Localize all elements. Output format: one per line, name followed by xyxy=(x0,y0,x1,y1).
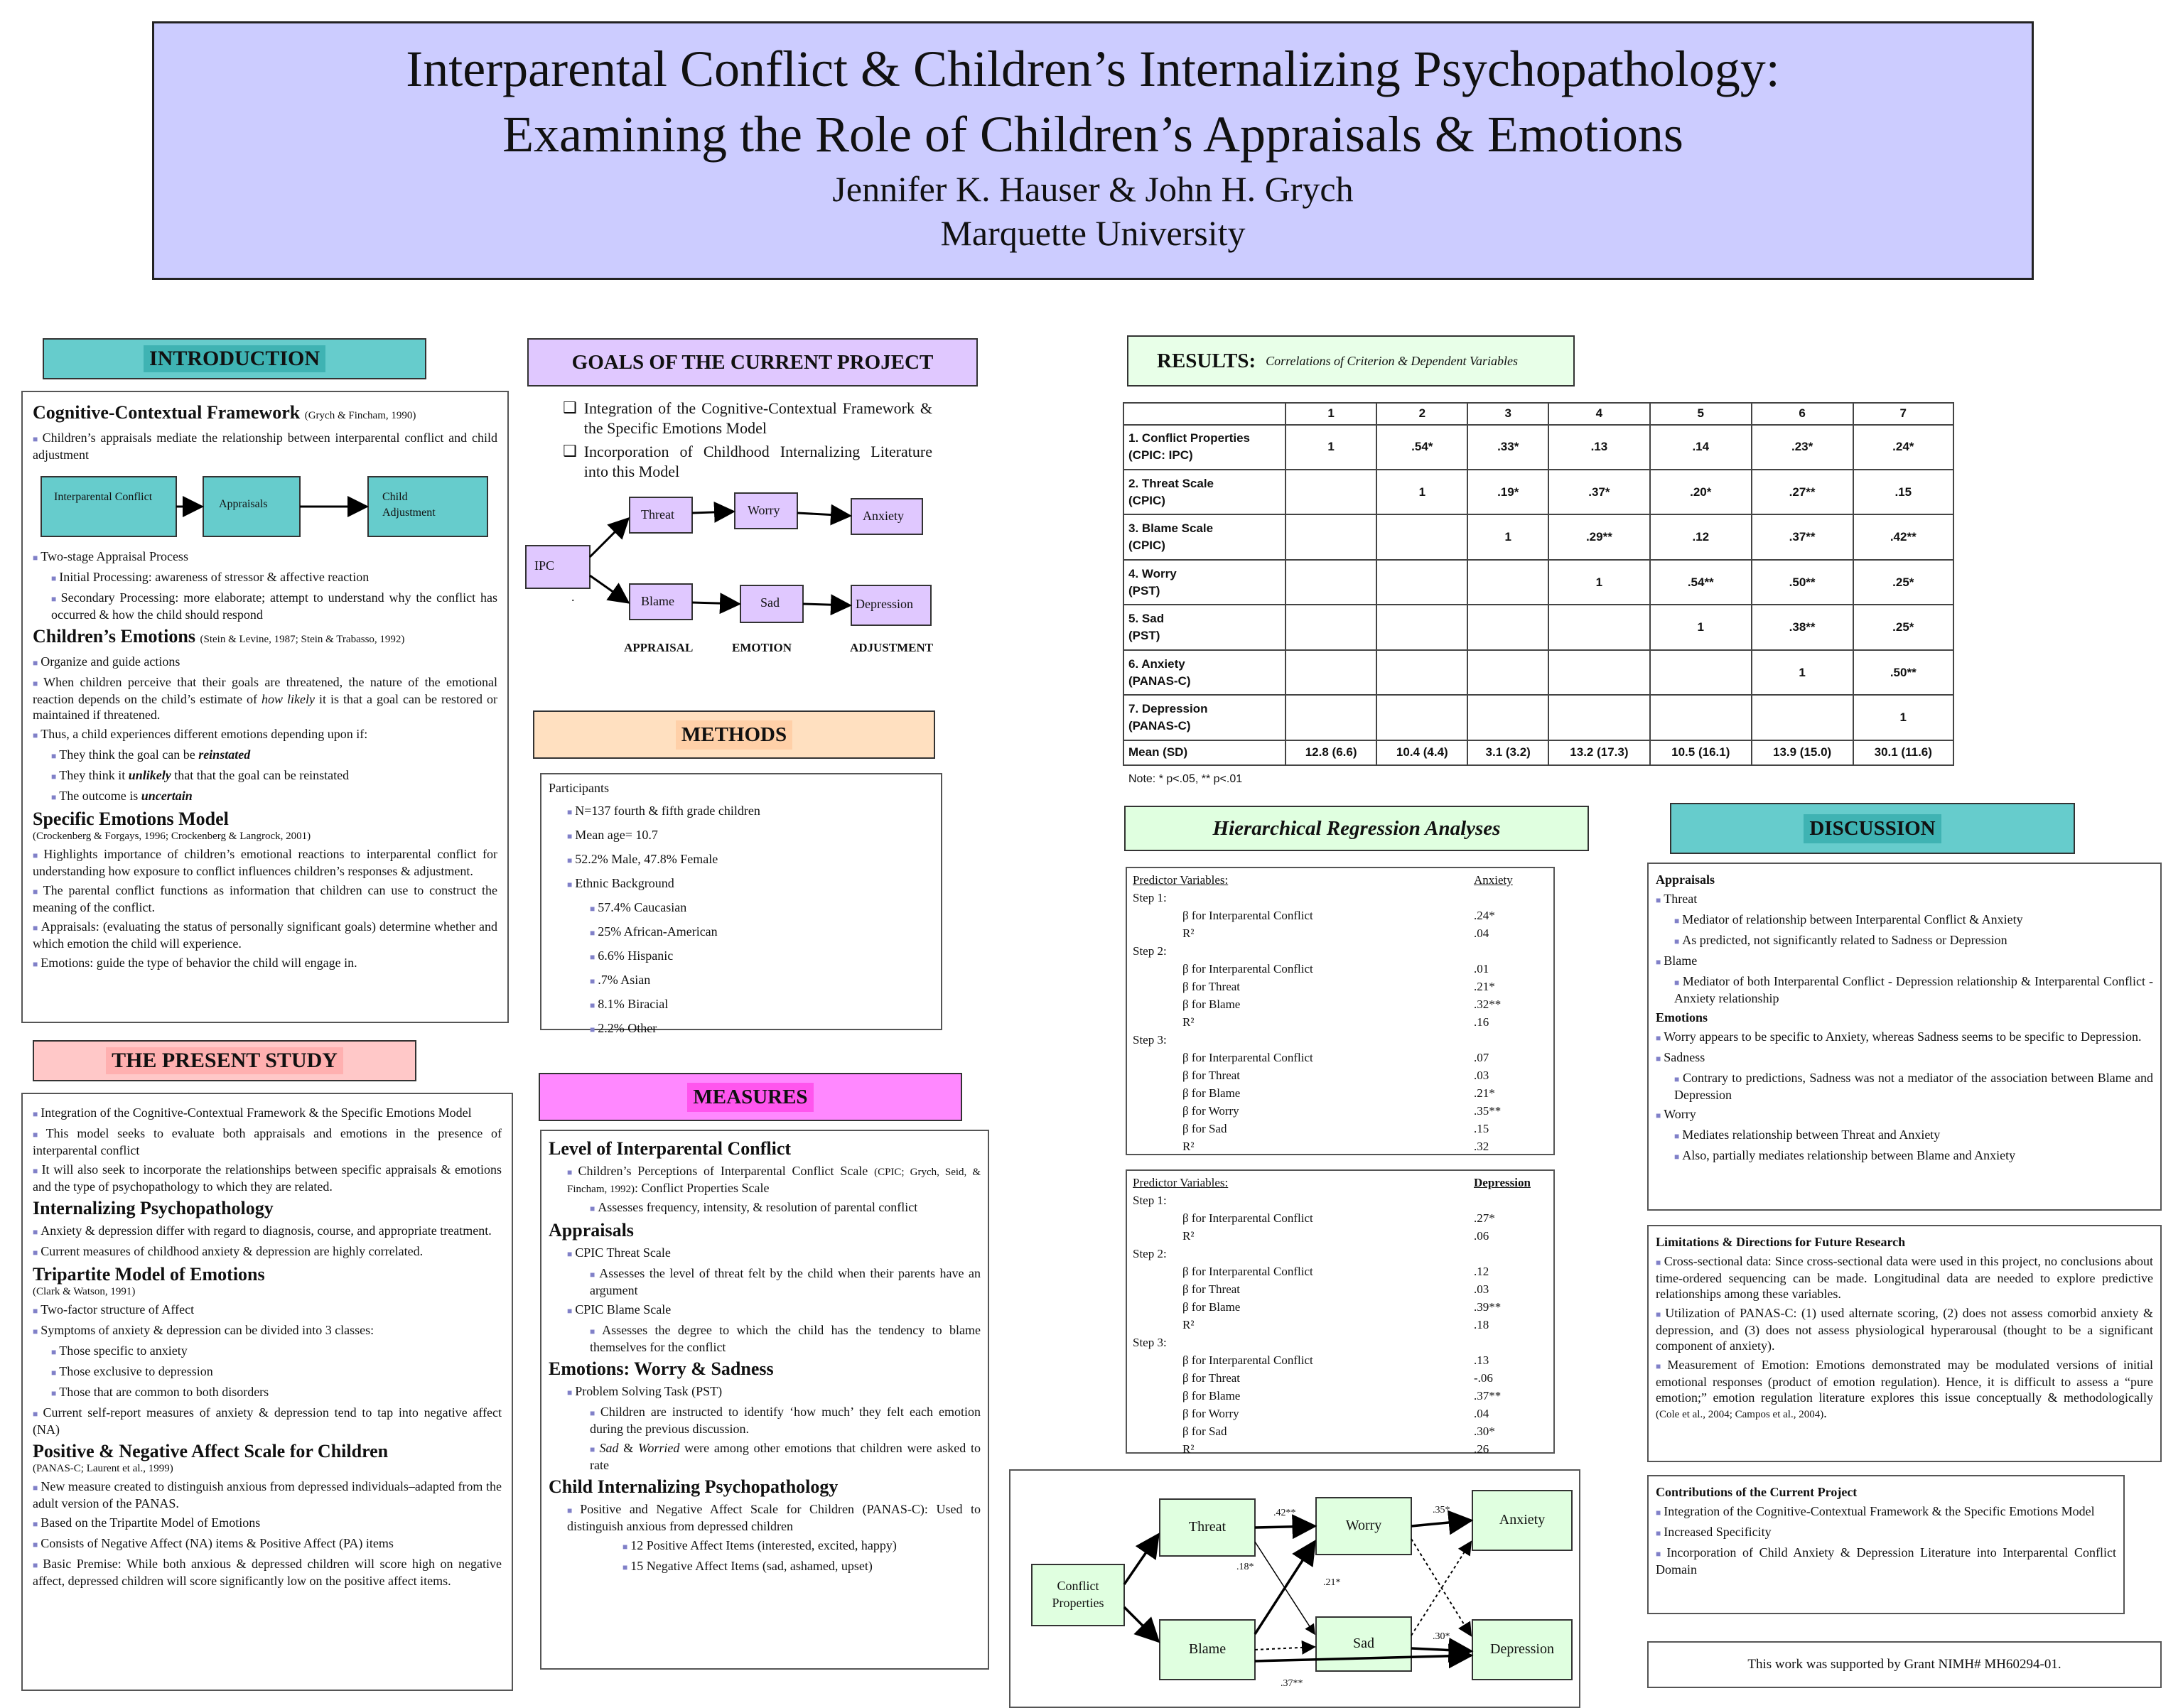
ethnic-item-1: ■ 57.4% Caucasian xyxy=(590,900,687,914)
ce-item-2: ■ When children perceive that their goals are threatened, the nature of the emotional reaction depends on the child’s estimate of how likely it is that a goal can be restored or maintained if threatened. xyxy=(33,675,498,722)
corr-cell: .50** xyxy=(1752,560,1853,605)
corr-cell xyxy=(1752,695,1853,740)
list-item: R² .16 xyxy=(1182,1015,1489,1029)
poster-authors: Jennifer K. Hauser & John H. Grych xyxy=(832,169,1354,209)
corr-cell: 1 xyxy=(1376,470,1467,514)
corr-row-label: 6. Anxiety (PANAS-C) xyxy=(1123,650,1285,695)
corr-cell xyxy=(1376,650,1467,695)
methods-item-1: ■ N=137 fourth & fifth grade children xyxy=(567,804,760,818)
model-diagram-box xyxy=(1009,1469,1580,1708)
lim-item-1: ■ Cross-sectional data: Since cross-sectional data were used in this project, no conclusions about time-ordered sequencing can be made. Longitudinal data are needed to explore predictive relationships among these variables. xyxy=(1656,1254,2153,1301)
md-blame-label: Blame xyxy=(1188,1641,1227,1657)
list-item: β for Interparental Conflict .27* xyxy=(1182,1211,1495,1225)
results-header-italic: Correlations of Criterion & Dependent Variables xyxy=(1266,353,1518,368)
methods-item-3: ■ 52.2% Male, 47.8% Female xyxy=(567,852,718,866)
panas-ref: (PANAS-C; Laurent et al., 1999) xyxy=(33,1463,173,1474)
disc-sadness: ■ Sadness xyxy=(1656,1050,1705,1064)
gd-anxiety-label: Anxiety xyxy=(863,509,904,523)
corr-cell: .23* xyxy=(1752,425,1853,470)
cip-sub-2: ■ 15 Negative Affect Items (sad, ashamed, upset) xyxy=(622,1559,873,1573)
corr-col-header: 1 xyxy=(1285,403,1376,425)
table-row xyxy=(1123,560,1953,605)
gd-dot: . xyxy=(571,590,575,604)
reg-anx-header-row: Predictor Variables: Anxiety xyxy=(1133,873,1513,887)
contributions-box xyxy=(1647,1475,2125,1614)
results-note: Note: * p<.05, ** p<.01 xyxy=(1128,773,1243,785)
md-worry-label: Worry xyxy=(1345,1518,1382,1533)
regression-header-label: Hierarchical Regression Analyses xyxy=(1212,816,1501,840)
corr-cell xyxy=(1285,560,1376,605)
corr-col-header: 7 xyxy=(1853,403,1953,425)
gd-blame-label: Blame xyxy=(641,594,674,608)
corr-cell: .27** xyxy=(1752,470,1853,514)
measures-header-label: MEASURES xyxy=(687,1083,813,1112)
sem-ref: (Crockenberg & Forgays, 1996; Crockenberg & Langrock, 2001) xyxy=(33,831,311,842)
lic-heading: Level of Interparental Conflict xyxy=(549,1138,792,1159)
list-item: R² .06 xyxy=(1182,1229,1489,1243)
ce-heading: Children’s Emotions (Stein & Levine, 1987; Stein & Trabasso, 1992) xyxy=(33,626,405,647)
tm-heading: Tripartite Model of Emotions xyxy=(33,1264,265,1285)
list-item: β for Threat .03 xyxy=(1182,1069,1489,1082)
md-coef-threat-worry: .42** xyxy=(1273,1508,1296,1518)
md-anxiety-label: Anxiety xyxy=(1499,1512,1546,1528)
disc-threat-1: ■ Mediator of relationship between Interparental Conflict & Anxiety xyxy=(1674,912,2023,926)
sem-item-2: ■ The parental conflict functions as information that children can use to construct the meaning of the conflict. xyxy=(33,883,497,914)
disc-blame: ■ Blame xyxy=(1656,953,1698,968)
goals-header xyxy=(527,338,978,387)
corr-col-header xyxy=(1123,403,1285,425)
limitations-box xyxy=(1647,1225,2162,1462)
corr-cell: .42** xyxy=(1853,514,1953,559)
methods-item-2: ■ Mean age= 10.7 xyxy=(567,828,658,842)
panas-item-1: ■ New measure created to distinguish anxious from depressed individuals–adapted from the adult version of the PANAS. xyxy=(33,1479,502,1510)
corr-row-label: 1. Conflict Properties (CPIC: IPC) xyxy=(1123,425,1285,470)
reg-dep-rows xyxy=(1133,1191,1548,1458)
list-item: β for Interparental Conflict .01 xyxy=(1182,962,1489,975)
list-item: β for Sad .15 xyxy=(1182,1122,1489,1135)
list-item: β for Blame .21* xyxy=(1182,1086,1495,1100)
disc-blame-1: ■ Mediator of both Interparental Conflict - Depression relationship & Interparental Conflict - Anxiety relationship xyxy=(1674,974,2154,1005)
corr-cell xyxy=(1285,695,1376,740)
goal-item-2: ❑ Incorporation of Childhood Internalizing Literature into this Model xyxy=(563,443,932,480)
limitations-title: Limitations & Directions for Future Research xyxy=(1656,1235,1906,1249)
ce-sub-2: ■ They think it unlikely that that the goal can be reinstated xyxy=(51,768,350,782)
appraisals-heading: Appraisals xyxy=(549,1220,634,1241)
gd-threat-label: Threat xyxy=(641,507,674,521)
checkbox-icon: ❑ xyxy=(563,443,577,460)
results-header-bold: RESULTS: xyxy=(1157,349,1256,372)
ethnic-item-5: ■ 8.1% Biracial xyxy=(590,997,669,1011)
reg-dep-header-row: Predictor Variables: Depression xyxy=(1133,1176,1531,1189)
corr-cell: 1 xyxy=(1752,650,1853,695)
list-item: β for Interparental Conflict .24* xyxy=(1182,909,1495,922)
md-threat-label: Threat xyxy=(1188,1519,1227,1535)
sem-item-4: ■ Emotions: guide the type of behavior the child will engage in. xyxy=(33,956,357,970)
panas-heading: Positive & Negative Affect Scale for Children xyxy=(33,1441,389,1461)
panas-item-4: ■ Basic Premise: While both anxious & depressed children will score high on negative affect, depressed children will score significantly low on the positive affect items. xyxy=(33,1557,502,1588)
secondary-processing-item: ■ Secondary Processing: more elaborate; attempt to understand why the conflict has occurred & how the child should respond xyxy=(51,590,498,622)
corr-cell: .14 xyxy=(1650,425,1752,470)
corr-cell: 10.4 (4.4) xyxy=(1376,740,1467,765)
corr-cell: 1 xyxy=(1548,560,1650,605)
corr-cell: .29** xyxy=(1548,514,1650,559)
lic-item-1: ■ Children’s Perceptions of Interparental Conflict Scale (CPIC; Grych, Seid, & Fincham, 1992): Conflict Properties Scale xyxy=(567,1164,981,1195)
gd-label-adjustment: ADJUSTMENT xyxy=(850,641,934,654)
tm-item-3: ■ Current self-report measures of anxiety & depression tend to tap into negative affect (NA) xyxy=(33,1405,502,1437)
corr-col-header: 5 xyxy=(1650,403,1752,425)
present-study-header-label: THE PRESENT STUDY xyxy=(106,1047,343,1074)
reg-anx-rows xyxy=(1133,889,1548,1155)
sem-item-3: ■ Appraisals: (evaluating the status of personally significant goals) determine whether and which emotion the child will experience. xyxy=(33,919,498,951)
list-item: β for Sad .30* xyxy=(1182,1425,1495,1438)
corr-cell: 1 xyxy=(1650,605,1752,649)
disc-threat: ■ Threat xyxy=(1656,892,1698,906)
corr-row-label: Mean (SD) xyxy=(1123,740,1285,765)
introduction-header-label: INTRODUCTION xyxy=(144,345,325,372)
list-item: Step 1: xyxy=(1133,891,1167,904)
methods-header xyxy=(533,710,935,759)
tm-item-2: ■ Symptoms of anxiety & depression can be divided into 3 classes: xyxy=(33,1323,374,1337)
list-item: R² .18 xyxy=(1182,1318,1489,1331)
table-row xyxy=(1123,740,1953,765)
regression-header xyxy=(1124,806,1589,851)
corr-cell: .25* xyxy=(1853,605,1953,649)
corr-col-header: 4 xyxy=(1548,403,1650,425)
gd-label-emotion: EMOTION xyxy=(732,641,792,654)
table-row xyxy=(1123,695,1953,740)
corr-row-label: 5. Sad (PST) xyxy=(1123,605,1285,649)
corr-cell: .37** xyxy=(1752,514,1853,559)
poster-affiliation: Marquette University xyxy=(940,213,1246,253)
gd-worry-label: Worry xyxy=(748,503,780,517)
correlation-table xyxy=(1123,402,1954,766)
corr-cell xyxy=(1376,514,1467,559)
disc-emo-1: ■ Worry appears to be specific to Anxiety, whereas Sadness seems to be specific to Depression. xyxy=(1656,1029,2142,1044)
grant-box xyxy=(1647,1641,2162,1688)
methods-box xyxy=(540,773,942,1035)
corr-row-label: 4. Worry (PST) xyxy=(1123,560,1285,605)
corr-cell: 1 xyxy=(1467,514,1548,559)
ethnic-item-2: ■ 25% African-American xyxy=(590,924,718,939)
methods-header-label: METHODS xyxy=(676,720,792,750)
corr-cell: .24* xyxy=(1853,425,1953,470)
lim-item-2: ■ Utilization of PANAS-C: (1) used alternate scoring, (2) does not assess comorbid anxiety & depression, and (3) does not assess physiological hyperarousal (thought to be a significant component of anxiety). xyxy=(1656,1306,2154,1353)
ip-item-1: ■ Anxiety & depression differ with regard to diagnosis, course, and appropriate treatment. xyxy=(33,1223,492,1238)
corr-cell xyxy=(1650,695,1752,740)
tm-sub-2: ■ Those exclusive to depression xyxy=(51,1364,213,1378)
corr-cell: .20* xyxy=(1650,470,1752,514)
corr-cell xyxy=(1285,514,1376,559)
checkbox-icon: ❑ xyxy=(563,399,577,417)
sem-heading: Specific Emotions Model xyxy=(33,809,229,829)
results-header xyxy=(1127,335,1575,387)
disc-worry-1: ■ Mediates relationship between Threat and Anxiety xyxy=(1674,1128,1941,1142)
ps-item-2: ■ This model seeks to evaluate both appraisals and emotions in the presence of interparental conflict xyxy=(33,1126,502,1157)
table-row xyxy=(1123,425,1953,470)
list-item: β for Blame .32** xyxy=(1182,998,1502,1011)
list-item: β for Threat -.06 xyxy=(1182,1371,1493,1385)
ce-item-1: ■ Organize and guide actions xyxy=(33,654,180,669)
corr-cell xyxy=(1467,695,1548,740)
corr-cell: 13.2 (17.3) xyxy=(1548,740,1650,765)
ps-item-3: ■ It will also seek to incorporate the relationships between specific appraisals & emotions and the type of psychopathology to which they are related. xyxy=(33,1162,502,1194)
cip-sub-1: ■ 12 Positive Affect Items (interested, excited, happy) xyxy=(622,1538,897,1552)
corr-cell: .12 xyxy=(1650,514,1752,559)
corr-cell xyxy=(1376,605,1467,649)
discussion-header-label: DISCUSSION xyxy=(1804,814,1941,843)
corr-header-row xyxy=(1123,403,1953,425)
list-item: β for Interparental Conflict .13 xyxy=(1182,1353,1489,1367)
md-sad-label: Sad xyxy=(1353,1636,1374,1651)
corr-row-label: 3. Blame Scale (CPIC) xyxy=(1123,514,1285,559)
emotions-heading: Emotions: Worry & Sadness xyxy=(549,1358,774,1379)
disc-sad-1: ■ Contrary to predictions, Sadness was not a mediator of the association between Blame and Depression xyxy=(1674,1071,2153,1102)
list-item: Step 3: xyxy=(1133,1033,1167,1047)
cc-flow-diagram xyxy=(33,467,497,545)
corr-cell: 30.1 (11.6) xyxy=(1853,740,1953,765)
corr-cell: 1 xyxy=(1853,695,1953,740)
ce-item-3: ■ Thus, a child experiences different emotions depending upon if: xyxy=(33,727,368,741)
two-stage-item: ■ Two-stage Appraisal Process xyxy=(33,549,188,563)
goals-header-label: GOALS OF THE CURRENT PROJECT xyxy=(571,350,934,374)
panas-item-3: ■ Consists of Negative Affect (NA) items & Positive Affect (PA) items xyxy=(33,1536,394,1550)
corr-cell xyxy=(1285,470,1376,514)
list-item: β for Blame .39** xyxy=(1182,1300,1502,1314)
gd-label-appraisal: APPRAISAL xyxy=(624,641,694,654)
ethnic-item-6: ■ 2.2% Other xyxy=(590,1021,657,1035)
ethnic-item-4: ■ .7% Asian xyxy=(590,973,651,987)
list-item: Step 2: xyxy=(1133,944,1167,958)
corr-cell: 12.8 (6.6) xyxy=(1285,740,1376,765)
corr-cell xyxy=(1285,605,1376,649)
ccf-heading: Cognitive-Contextual Framework (Grych & Fincham, 1990) xyxy=(33,402,416,423)
md-coef-sad-depression: .30* xyxy=(1433,1631,1450,1642)
grant-text: This work was supported by Grant NIMH# MH60294-01. xyxy=(1747,1657,2061,1672)
goal-item-1: ❑ Integration of the Cognitive-Contextual Framework & the Specific Emotions Model xyxy=(563,399,932,437)
list-item: β for Threat .03 xyxy=(1182,1282,1489,1296)
ce-sub-1: ■ They think the goal can be reinstated xyxy=(51,747,251,762)
corr-cell: .38** xyxy=(1752,605,1853,649)
corr-cell: .25* xyxy=(1853,560,1953,605)
tm-sub-3: ■ Those that are common to both disorders xyxy=(51,1385,269,1399)
introduction-box xyxy=(21,391,509,1023)
flow-label-adjustment: Child Adjustment xyxy=(382,491,436,519)
corr-cell xyxy=(1650,650,1752,695)
corr-cell xyxy=(1467,605,1548,649)
corr-row-label: 7. Depression (PANAS-C) xyxy=(1123,695,1285,740)
table-row xyxy=(1123,470,1953,514)
list-item: R² .26 xyxy=(1182,1442,1489,1456)
md-coef-threat-sad: .18* xyxy=(1236,1562,1254,1572)
emo-sub-2: ■ Sad & Worried were among other emotions that children were asked to rate xyxy=(590,1441,981,1472)
lic-sub-1: ■ Assesses frequency, intensity, & resolution of parental conflict xyxy=(590,1200,918,1214)
discussion-box xyxy=(1647,863,2162,1211)
panas-item-2: ■ Based on the Tripartite Model of Emotions xyxy=(33,1515,261,1530)
contributions-title: Contributions of the Current Project xyxy=(1656,1485,1858,1499)
corr-cell xyxy=(1376,695,1467,740)
corr-cell: .13 xyxy=(1548,425,1650,470)
title-banner xyxy=(152,21,2034,280)
lim-item-3: ■ Measurement of Emotion: Emotions demonstrated may be modulated versions of initial emotional responses (product of emotion regulation). Hence, it is difficult to assess a “pure emotion;” emotion regulation literature explores this issue conceptually & methodologically (Cole et al., 2004; Campos et al., 2004). xyxy=(1656,1358,2153,1420)
app-sub-2: ■ Assesses the degree to which the child has the tendency to blame themselves for the conflict xyxy=(590,1323,981,1354)
md-coef-blame-depression: .37** xyxy=(1281,1678,1303,1689)
measures-box xyxy=(540,1130,989,1670)
ccf-paragraph: ■ Children’s appraisals mediate the relationship between interparental conflict and child adjustment xyxy=(33,431,497,462)
discussion-header xyxy=(1670,803,2075,854)
corr-cell: .33* xyxy=(1467,425,1548,470)
corr-cell: .54* xyxy=(1376,425,1467,470)
disc-worry-2: ■ Also, partially mediates relationship between Blame and Anxiety xyxy=(1674,1148,2016,1162)
corr-cell: .19* xyxy=(1467,470,1548,514)
corr-cell xyxy=(1548,605,1650,649)
disc-worry: ■ Worry xyxy=(1656,1107,1696,1121)
emo-item-1: ■ Problem Solving Task (PST) xyxy=(567,1384,723,1398)
ps-item-1: ■ Integration of the Cognitive-Contextual Framework & the Specific Emotions Model xyxy=(33,1106,472,1120)
poster-title-line2: Examining the Role of Children’s Appraisals & Emotions xyxy=(502,106,1683,163)
disc-threat-2: ■ As predicted, not significantly related to Sadness or Depression xyxy=(1674,933,2007,947)
corr-cell xyxy=(1548,695,1650,740)
tm-ref: (Clark & Watson, 1991) xyxy=(33,1286,136,1297)
md-coef-worry-anxiety: .35* xyxy=(1433,1505,1450,1515)
list-item: Step 2: xyxy=(1133,1247,1167,1260)
list-item: Step 1: xyxy=(1133,1194,1167,1207)
app-sub-1: ■ Assesses the level of threat felt by the child when their parents have an argument xyxy=(590,1266,981,1297)
disc-emotions: Emotions xyxy=(1656,1010,1708,1025)
corr-cell: .37* xyxy=(1548,470,1650,514)
methods-participants: Participants xyxy=(549,781,609,795)
corr-cell: 10.5 (16.1) xyxy=(1650,740,1752,765)
flow-label-appraisals: Appraisals xyxy=(219,498,268,510)
contrib-item-3: ■ Incorporation of Child Anxiety & Depression Literature into Interparental Conflict Domain xyxy=(1656,1545,2116,1577)
goals-list xyxy=(563,395,932,485)
cip-item-1: ■ Positive and Negative Affect Scale for Children (PANAS-C): Used to distinguish anxious from depressed children xyxy=(567,1502,981,1533)
list-item: Step 3: xyxy=(1133,1336,1167,1349)
corr-cell xyxy=(1467,560,1548,605)
corr-cell: 3.1 (3.2) xyxy=(1467,740,1548,765)
list-item: β for Blame .37** xyxy=(1182,1389,1502,1402)
regression-depression-box xyxy=(1126,1169,1555,1454)
corr-cell xyxy=(1285,650,1376,695)
table-row xyxy=(1123,605,1953,649)
cip-heading: Child Internalizing Psychopathology xyxy=(549,1476,839,1497)
contrib-item-1: ■ Integration of the Cognitive-Contextual Framework & the Specific Emotions Model xyxy=(1656,1504,2095,1518)
poster-title-line1: Interparental Conflict & Children’s Internalizing Psychopathology: xyxy=(406,40,1780,97)
regression-anxiety-box xyxy=(1126,867,1555,1155)
introduction-header xyxy=(43,338,426,379)
disc-appraisals: Appraisals xyxy=(1656,872,1715,887)
table-row xyxy=(1123,650,1953,695)
list-item: β for Interparental Conflict .12 xyxy=(1182,1265,1489,1278)
list-item: β for Threat .21* xyxy=(1182,980,1495,993)
contrib-item-2: ■ Increased Specificity xyxy=(1656,1525,1772,1539)
ce-sub-3: ■ The outcome is uncertain xyxy=(51,789,193,803)
corr-cell: .50** xyxy=(1853,650,1953,695)
corr-cell xyxy=(1376,560,1467,605)
list-item: β for Worry .04 xyxy=(1182,1407,1489,1420)
corr-col-header: 6 xyxy=(1752,403,1853,425)
measures-header xyxy=(539,1073,962,1121)
ip-item-2: ■ Current measures of childhood anxiety & depression are highly correlated. xyxy=(33,1244,424,1258)
corr-cell: 13.9 (15.0) xyxy=(1752,740,1853,765)
correlation-table-wrap xyxy=(1123,402,1954,766)
md-conflict-label: Conflict Properties xyxy=(1052,1579,1104,1610)
corr-row-label: 2. Threat Scale (CPIC) xyxy=(1123,470,1285,514)
corr-cell: .54** xyxy=(1650,560,1752,605)
app-item-1: ■ CPIC Threat Scale xyxy=(567,1245,671,1260)
md-depression-label: Depression xyxy=(1490,1641,1554,1657)
ip-heading: Internalizing Psychopathology xyxy=(33,1198,274,1218)
list-item: β for Worry .35** xyxy=(1182,1104,1502,1118)
flow-label-conflict: Interparental Conflict xyxy=(54,491,153,503)
corr-col-header: 3 xyxy=(1467,403,1548,425)
goals-diagram xyxy=(523,483,964,668)
list-item: R² .32 xyxy=(1182,1140,1489,1153)
list-item: β for Interparental Conflict .07 xyxy=(1182,1051,1489,1064)
sem-item-1: ■ Highlights importance of children’s emotional reactions to interparental conflict for understanding how exposure to conflict influences children’s responses & adjustment. xyxy=(33,847,498,878)
md-coef-blame-worry: .21* xyxy=(1323,1577,1341,1588)
initial-processing-item: ■ Initial Processing: awareness of stressor & affective reaction xyxy=(51,570,370,584)
emo-sub-1: ■ Children are instructed to identify ‘how much’ they felt each emotion during the previous discussion. xyxy=(590,1405,981,1436)
corr-cell: 1 xyxy=(1285,425,1376,470)
corr-cell: .15 xyxy=(1853,470,1953,514)
list-item: R² .04 xyxy=(1182,926,1489,940)
present-study-header xyxy=(33,1040,416,1081)
ethnic-item-3: ■ 6.6% Hispanic xyxy=(590,948,674,963)
methods-item-4: ■ Ethnic Background xyxy=(567,876,674,890)
gd-ipc-label: IPC xyxy=(534,558,555,573)
flow-box-conflict xyxy=(41,477,176,536)
gd-depression-label: Depression xyxy=(856,597,913,611)
corr-cell xyxy=(1467,650,1548,695)
corr-cell xyxy=(1548,650,1650,695)
gd-sad-label: Sad xyxy=(760,595,780,610)
tm-sub-1: ■ Those specific to anxiety xyxy=(51,1344,188,1358)
tm-item-1: ■ Two-factor structure of Affect xyxy=(33,1302,195,1317)
table-row xyxy=(1123,514,1953,559)
corr-col-header: 2 xyxy=(1376,403,1467,425)
app-item-2: ■ CPIC Blame Scale xyxy=(567,1302,672,1317)
present-study-box xyxy=(21,1093,513,1691)
